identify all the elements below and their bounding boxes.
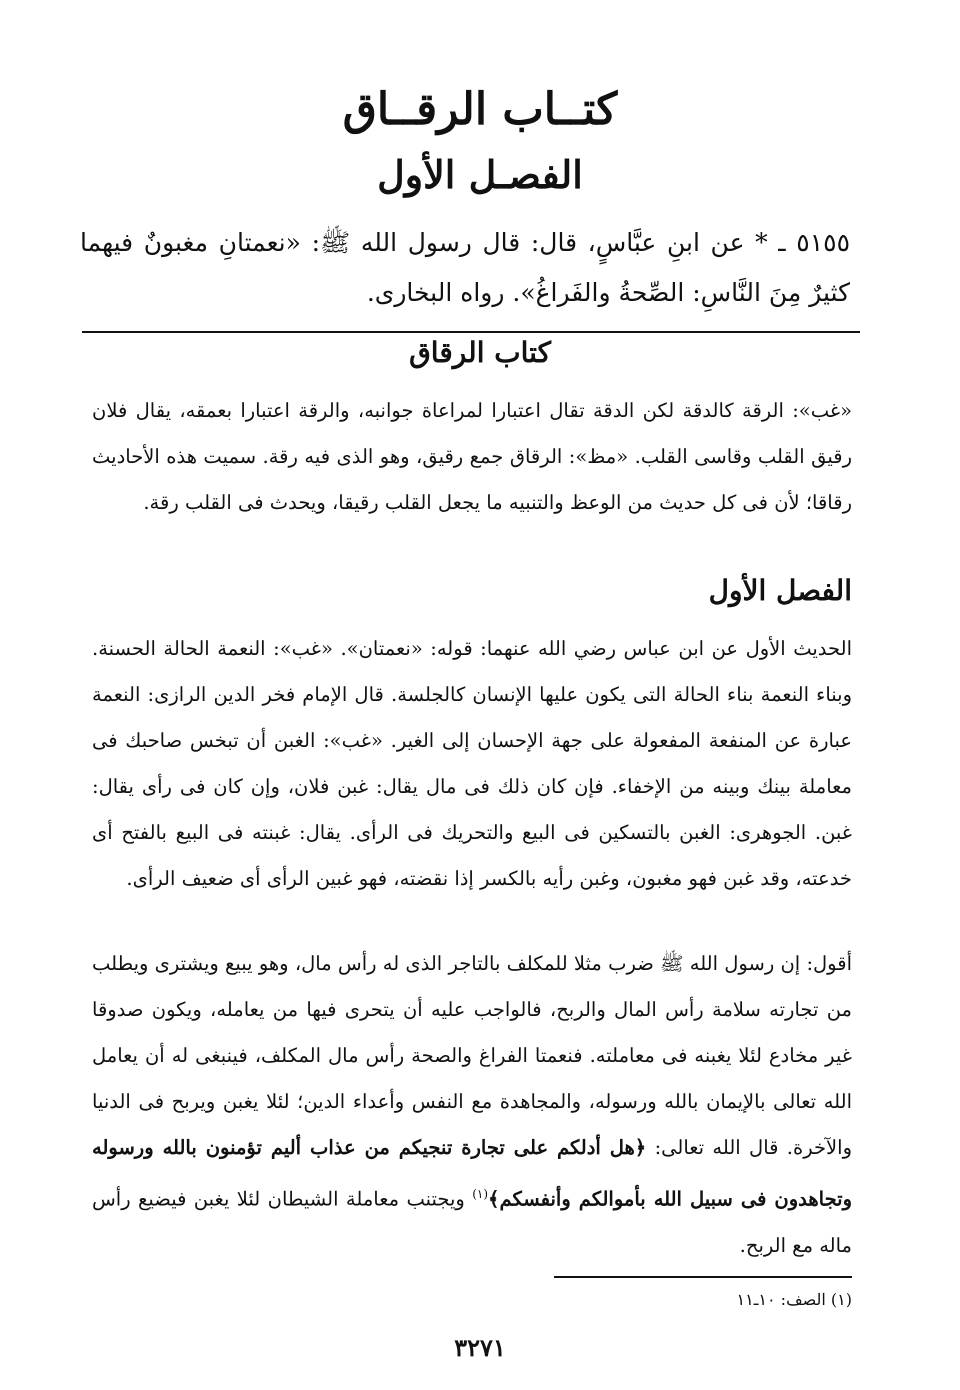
paragraph-2-end: ويجتنب معاملة الشيطان لئلا يغبن فيضيع رأس ماله مع الربح. xyxy=(92,1187,852,1257)
commentary-paragraph-2 xyxy=(92,941,852,1269)
hadith-text: ٥١٥٥ ـ * عن ابنِ عبَّاسٍ، قال: قال رسول الله ﷺ: «نعمتانِ مغبونٌ فيهما كثيرٌ مِنَ النَّاسِ: الصِّحةُ والفَراغُ». رواه البخارى. xyxy=(80,228,850,307)
section-heading: الفصل الأول xyxy=(708,574,852,607)
footnote-ref[interactable]: (١) xyxy=(472,1187,489,1201)
footnote-rule xyxy=(554,1276,852,1278)
quran-verse: ﴿هل أدلكم على تجارة تنجيكم من عذاب أليم تؤمنون بالله ورسوله وتجاهدون فى سبيل الله بأموالكم وأنفسكم﴾ xyxy=(92,1136,853,1211)
commentary-intro: «غب»: الرقة كالدقة لكن الدقة تقال اعتبارا لمراعاة جوانبه، والرقة اعتبارا بعمقه، يقال فلان رقيق القلب وقاسى القلب. «مظ»: الرقاق جمع رقيق، وهو الذى فيه رقة. سميت هذه الأحاديث رقاقا؛ لأن فى كل حديث من الوعظ والتنبيه ما يجعل القلب رقيقا، ويحدث فى القلب رقة. xyxy=(92,399,852,514)
chapter-title: الفصـل الأول xyxy=(377,152,583,197)
commentary-paragraph-1: الحديث الأول عن ابن عباس رضي الله عنهما: قوله: «نعمتان». «غب»: النعمة الحالة الحسنة. وبناء النعمة بناء الحالة التى يكون عليها الإنسان كالجلسة. قال الإمام فخر الدين الرازى: النعمة عبارة عن المنفعة المفعولة على جهة الإحسان إلى الغير. «غب»: الغبن أن تبخس صاحبك فى معاملة بينك وبينه من الإخفاء. فإن كان ذلك فى مال يقال: غبن فلان، وإن كان فى رأى يقال: غبن. الجوهرى: الغبن بالتسكين فى البيع والتحريك فى الرأى. يقال: غبنته فى البيع بالفتح أى خدعته، وقد غبن فهو مغبون، وغبن رأيه بالكسر إذا نقضته، فهو غبين الرأى أى ضعيف الرأى. xyxy=(92,637,852,890)
commentary-title: كتاب الرقاق xyxy=(409,336,551,369)
page-number: ٣٢٧١ xyxy=(454,1333,506,1362)
separator-rule xyxy=(82,331,860,333)
footnote: (١) الصف: ١٠ـ١١ xyxy=(736,1290,852,1309)
book-title: كتــاب الرقــاق xyxy=(342,84,618,135)
paragraph-2-start: أقول: إن رسول الله ﷺ ضرب مثلا للمكلف بالتاجر الذى له رأس مال، وهو يبيع ويشترى ويطلب من تجارته سلامة رأس المال والربح، فالواجب عليه أن يتحرى فيها من يعامله، ويكون صدوقا غير مخادع لئلا يغبنه فى معاملته. فنعمتا الفراغ والصحة رأس مال المكلف، فينبغى له أن يعامل الله تعالى بالإيمان بالله ورسوله، والمجاهدة مع النفس وأعداء الدين؛ لئلا يغبن ويربح فى الدنيا والآخرة. قال الله تعالى: xyxy=(92,952,852,1159)
